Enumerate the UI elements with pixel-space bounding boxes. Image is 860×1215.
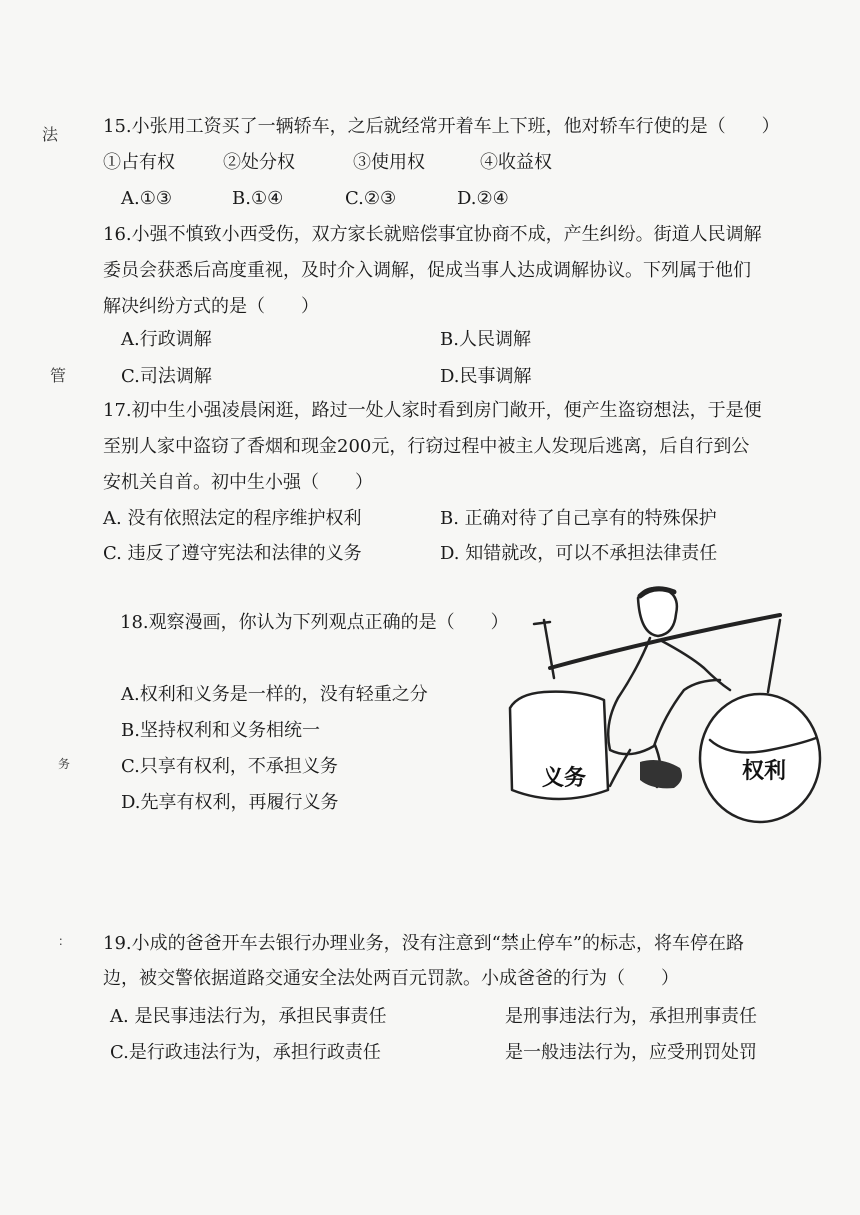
question-stem: 15.小张用工资买了一辆轿车，之后就经常开着车上下班，他对轿车行使的是（ ） [103, 116, 780, 137]
margin-mark: 法 [42, 125, 59, 144]
question-stem: 16.小强不慎致小西受伤，双方家长就赔偿事宜协商不成，产生纠纷。街道人民调解 [103, 224, 762, 245]
cartoon-label-rights: 权利 [742, 759, 787, 784]
answer-option: A.权利和义务是一样的，没有轻重之分 [121, 684, 428, 705]
question-stem: 委员会获悉后高度重视，及时介入调解，促成当事人达成调解协议。下列属于他们 [103, 260, 751, 281]
margin-mark: ： [58, 934, 71, 948]
answer-option: C. 违反了遵守宪法和法律的义务 [103, 543, 362, 564]
margin-mark: 管 [50, 366, 67, 385]
answer-option: D. 知错就改，可以不承担法律责任 [440, 543, 718, 564]
answer-option: A. 没有依照法定的程序维护权利 [103, 508, 362, 529]
answer-option: A. 是民事违法行为，承担民事责任 [110, 1006, 387, 1027]
question-stem: 至别人家中盗窃了香烟和现金200元，行窃过程中被主人发现后逃离，后自行到公 [103, 436, 750, 457]
question-stem: 17.初中生小强凌晨闲逛，路过一处人家时看到房门敞开，便产生盗窃想法，于是便 [103, 400, 762, 421]
cartoon-illustration [490, 580, 830, 840]
margin-mark: 务 [58, 757, 71, 771]
statement-item: ②处分权 [223, 152, 295, 173]
answer-option: C.②③ [345, 188, 397, 209]
answer-option: C.是行政违法行为，承担行政责任 [110, 1042, 381, 1063]
answer-option: B.人民调解 [440, 329, 531, 350]
question-stem: 18.观察漫画，你认为下列观点正确的是（ ） [120, 612, 509, 633]
answer-option: B.坚持权利和义务相统一 [121, 720, 320, 741]
question-stem: 边，被交警依据道路交通安全法处两百元罚款。小成爸爸的行为（ ） [103, 968, 679, 989]
statement-item: ③使用权 [353, 152, 425, 173]
answer-option: D.②④ [457, 188, 509, 209]
cartoon-label-obligation: 义务 [542, 766, 587, 791]
answer-option: 是一般违法行为，应受刑罚处罚 [505, 1042, 757, 1063]
answer-option: B.①④ [232, 188, 284, 209]
statement-item: ④收益权 [480, 152, 552, 173]
answer-option: A.行政调解 [121, 329, 212, 350]
answer-option: C.只享有权利，不承担义务 [121, 756, 338, 777]
question-stem: 安机关自首。初中生小强（ ） [103, 472, 373, 493]
answer-option: D.先享有权利，再履行义务 [121, 792, 339, 813]
answer-option: D.民事调解 [440, 366, 532, 387]
answer-option: C.司法调解 [121, 366, 212, 387]
question-stem: 19.小成的爸爸开车去银行办理业务，没有注意到“禁止停车”的标志，将车停在路 [103, 933, 745, 954]
question-stem: 解决纠纷方式的是（ ） [103, 296, 319, 317]
answer-option: B. 正确对待了自己享有的特殊保护 [440, 508, 717, 529]
answer-option: A.①③ [121, 188, 172, 209]
answer-option: 是刑事违法行为，承担刑事责任 [505, 1006, 757, 1027]
statement-item: ①占有权 [103, 152, 175, 173]
